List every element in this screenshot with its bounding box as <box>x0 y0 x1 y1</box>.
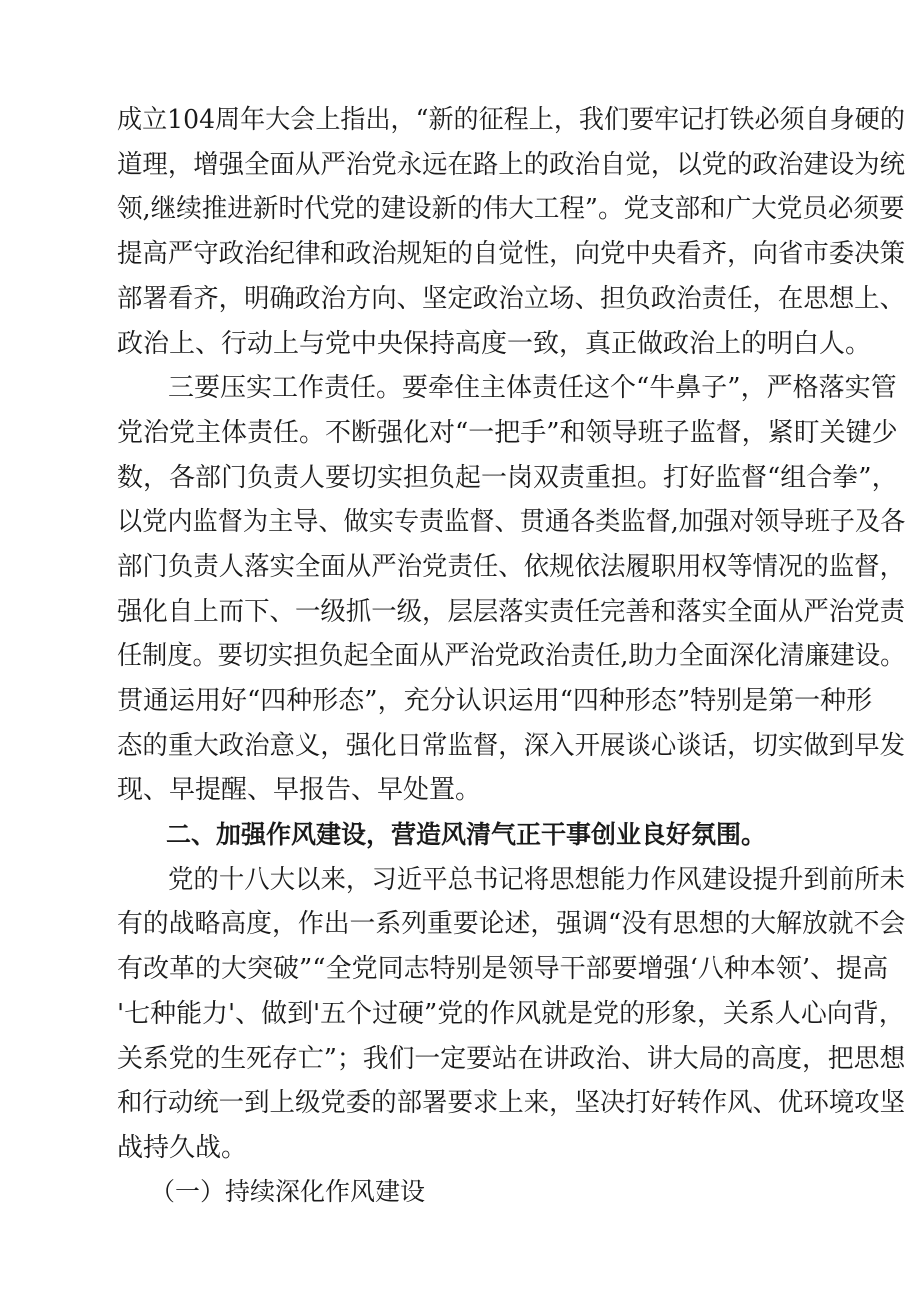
text-line: 有的战略高度，作出一系列重要论述，强调“没有思想的大解放就不会 <box>117 909 906 939</box>
text-line: 部署看齐，明确政治方向、坚定政治立场、担负政治责任，在思想上、 <box>117 284 906 314</box>
text-line: 任制度。要切实担负起全面从严治党政治责任,助力全面深化清廉建设。 <box>117 641 906 671</box>
text-line: 政治上、行动上与党中央保持高度一致，真正做政治上的明白人。 <box>117 329 872 359</box>
text-line: 部门负责人落实全面从严治党责任、依规依法履职用权等情况的监督， <box>117 552 906 582</box>
text-line: 以党内监督为主导、做实专责监督、贯通各类监督,加强对领导班子及各 <box>117 507 906 537</box>
text-line: 有改革的大突破”“全党同志特别是领导干部要增强‘八种本领’、提高 <box>117 954 889 984</box>
paragraph-start: 党的十八大以来，习近平总书记将思想能力作风建设提升到前所未 <box>168 865 906 895</box>
text-line: 贯通运用好“四种形态”，充分认识运用“四种形态”特别是第一种形 <box>117 686 873 716</box>
text-line: 领,继续推进新时代党的建设新的伟大工程”。党支部和广大党员必须要 <box>117 194 905 224</box>
text-line: 和行动统一到上级党委的部署要求上来，坚决打好转作风、优环境攻坚 <box>117 1088 906 1118</box>
text-line: 党治党主体责任。不断强化对“一把手”和领导班子监督，紧盯关键少 <box>117 418 898 448</box>
section-heading: 二、加强作风建设，营造风清气正干事创业良好氛围。 <box>166 820 767 849</box>
text-line: 数，各部门负责人要切实担负起一岗双责重担。打好监督“组合拳”， <box>117 463 898 493</box>
text-line: 态的重大政治意义，强化日常监督，深入开展谈心谈话，切实做到早发 <box>117 731 906 761</box>
paragraph-start: 三要压实工作责任。要牵住主体责任这个“牛鼻子”，严格落实管 <box>168 373 897 403</box>
text-line: 强化自上而下、一级抓一级，层层落实责任完善和落实全面从严治党责 <box>117 597 906 627</box>
text-line: '七种能力'、做到'五个过硬”党的作风就是党的形象，关系人心向背， <box>117 999 905 1029</box>
subsection-heading: （一）持续深化作风建设 <box>150 1177 426 1206</box>
text-line: 成立104周年大会上指出，“新的征程上，我们要牢记打铁必须自身硬的 <box>117 105 905 135</box>
text-line: 提高严守政治纪律和政治规矩的自觉性，向党中央看齐，向省市委决策 <box>117 239 906 269</box>
text-line: 关系党的生死存亡”；我们一定要站在讲政治、讲大局的高度，把思想 <box>117 1044 906 1074</box>
text-line: 道理，增强全面从严治党永远在路上的政治自觉，以党的政治建设为统 <box>117 150 906 180</box>
text-line: 现、早提醒、早报告、早处置。 <box>117 775 482 805</box>
text-line: 战持久战。 <box>117 1133 248 1163</box>
